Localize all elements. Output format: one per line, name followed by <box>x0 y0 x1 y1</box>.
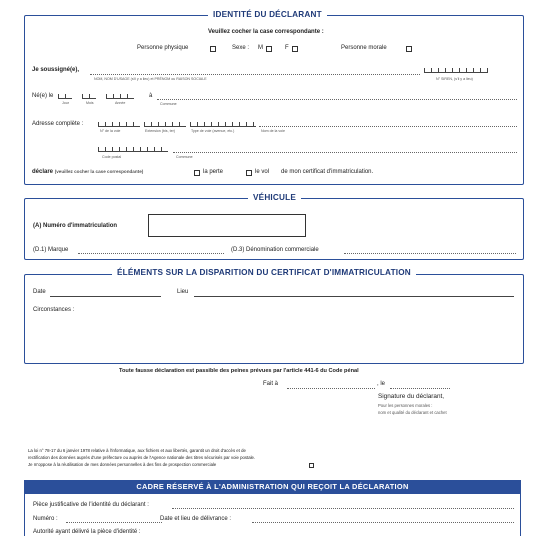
nom-voie-hint: Nom de la voie <box>261 129 285 133</box>
immatriculation-input[interactable] <box>148 214 306 237</box>
perte-label: la perte <box>203 169 224 175</box>
sexe-f-checkbox[interactable] <box>292 46 298 52</box>
denomination-field[interactable] <box>344 253 516 254</box>
avertissement-text: Toute fausse déclaration est passible des peines prévues par l'article 441-6 du Code pénal <box>119 368 359 374</box>
adresse-label: Adresse complète : <box>32 121 84 127</box>
commune-naissance-hint: Commune <box>160 102 177 106</box>
le-label: , le <box>377 381 386 387</box>
vol-label: le vol <box>255 169 270 175</box>
identite-instruction: Veuillez cocher la case correspondante : <box>208 29 324 35</box>
perte-checkbox[interactable] <box>194 170 200 176</box>
sexe-label: Sexe : <box>232 45 250 51</box>
vehicule-title: VÉHICULE <box>248 193 301 202</box>
a-label: à <box>149 93 153 99</box>
sexe-f-label: F <box>285 45 289 51</box>
mois-hint: Mois <box>86 101 94 105</box>
immatriculation-label: (A) Numéro d'immatriculation <box>33 223 118 229</box>
date-signature-field[interactable] <box>390 388 450 389</box>
numero-label: Numéro : <box>33 516 58 522</box>
nom-voie-field[interactable] <box>259 126 517 127</box>
signature-note1: Pour les personnes morales : <box>378 403 433 408</box>
piece-field[interactable] <box>172 508 514 509</box>
type-voie-field[interactable] <box>190 122 256 127</box>
denomination-label: (D.3) Dénomination commerciale <box>231 247 319 253</box>
date-label: Date <box>33 289 46 295</box>
annee-hint: Année <box>115 101 126 105</box>
declare-text: déclare <box>32 169 54 175</box>
type-voie-hint: Type de voie (avenue, etc.) <box>191 129 235 133</box>
no-voie-field[interactable] <box>98 122 140 127</box>
marque-field[interactable] <box>78 253 224 254</box>
soussigne-hint: NOM, NOM D'USAGE (s'il y a lieu) et PRÉNOM ou RAISON SOCIALE <box>94 77 207 81</box>
date-field[interactable] <box>50 296 161 297</box>
code-postal-field[interactable] <box>98 147 168 152</box>
loi-line2: rectification des données auprès d'une préfecture ou auprès de l'Agence nationale des titres sécurisés par voie postale. <box>28 455 256 460</box>
personne-physique-label: Personne physique <box>137 45 189 51</box>
cadre-banner: CADRE RÉSERVÉ À L'ADMINISTRATION QUI REÇOIT LA DÉCLARATION <box>24 480 521 494</box>
commune-naissance-field[interactable] <box>157 99 517 100</box>
jour-field[interactable] <box>58 94 72 99</box>
commune-adresse-field[interactable] <box>173 152 517 153</box>
circonstances-label: Circonstances : <box>33 307 75 313</box>
jour-hint: Jour <box>62 101 69 105</box>
annee-field[interactable] <box>106 94 134 99</box>
signature-area[interactable] <box>378 418 518 442</box>
date-lieu-label: Date et lieu de délivrance : <box>160 516 232 522</box>
signature-note2: nom et qualité du déclarant et cachet <box>378 410 447 415</box>
loi-line1: La loi n° 78-17 du 6 janvier 1978 relative à l'informatique, aux fichiers et aux libertés, garantit un droit d'accès et de <box>28 448 246 453</box>
sexe-m-label: M <box>258 45 263 51</box>
prospection-checkbox[interactable] <box>309 463 314 468</box>
identite-title: IDENTITÉ DU DÉCLARANT <box>208 10 327 19</box>
no-voie-hint: N° de la voie <box>100 129 121 133</box>
date-lieu-field[interactable] <box>252 522 514 523</box>
piece-label: Pièce justificative de l'identité du déclarant : <box>33 502 149 508</box>
certificat-label: de mon certificat d'immatriculation. <box>281 169 374 175</box>
mois-field[interactable] <box>82 94 96 99</box>
declare-label <box>32 169 143 175</box>
circonstances-area[interactable] <box>32 318 516 358</box>
sexe-m-checkbox[interactable] <box>266 46 272 52</box>
personne-morale-checkbox[interactable] <box>406 46 412 52</box>
autorite-label: Autorité ayant délivré la pièce d'identité : <box>33 529 141 535</box>
soussigne-label: Je soussigné(e), <box>32 67 80 73</box>
vol-checkbox[interactable] <box>246 170 252 176</box>
siren-hint: N° SIREN, (s'il y a lieu) <box>436 77 473 81</box>
personne-physique-checkbox[interactable] <box>210 46 216 52</box>
extension-field[interactable] <box>144 122 186 127</box>
soussigne-field[interactable] <box>90 74 420 75</box>
siren-field[interactable] <box>424 68 488 73</box>
lieu-field[interactable] <box>194 296 514 297</box>
elements-title: ÉLÉMENTS SUR LA DISPARITION DU CERTIFICAT D'IMMATRICULATION <box>112 268 416 277</box>
fait-a-label: Fait à <box>263 381 279 387</box>
signature-label: Signature du déclarant, <box>378 393 445 400</box>
lieu-label: Lieu <box>177 289 189 295</box>
declare-hint: (veuillez cocher la case correspondante) <box>54 169 144 174</box>
identite-section <box>24 15 524 185</box>
personne-morale-label: Personne morale <box>341 45 387 51</box>
ne-le-label: Né(e) le <box>32 93 54 99</box>
extension-hint: Extension (bis, ter) <box>145 129 175 133</box>
numero-field[interactable] <box>66 522 162 523</box>
fait-a-field[interactable] <box>287 388 375 389</box>
loi-line3: Je m'oppose à la réutilisation de mes données personnelles à des fins de prospection commerciale <box>28 462 217 467</box>
marque-label: (D.1) Marque <box>33 247 69 253</box>
code-postal-hint: Code postal <box>102 155 122 159</box>
commune-adresse-hint: Commune <box>176 155 193 159</box>
